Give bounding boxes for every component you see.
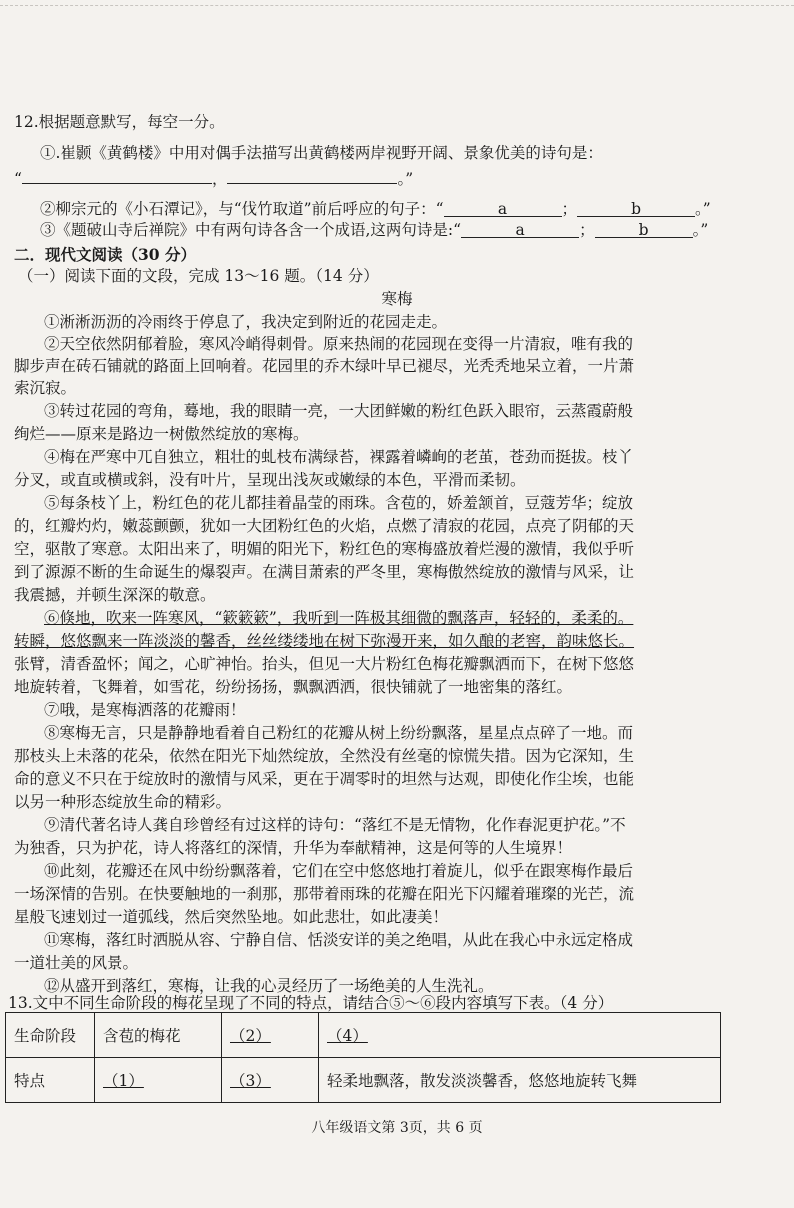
paragraph-line: ⑤每条枝丫上，粉红色的花儿都挂着晶莹的雨珠。含苞的，娇羞颔首，豆蔻芳华；绽放 xyxy=(44,494,634,512)
paragraph-line: ⑫从盛开到落红，寒梅，让我的心灵经历了一场绝美的人生洗礼。 xyxy=(44,977,494,995)
paragraph-line: ⑧寒梅无言，只是静静地看着自己粉红的花瓣从树上纷纷飘落，星星点点碎了一地。而 xyxy=(44,724,634,742)
q12-item1: ①.崔颢《黄鹤楼》中用对偶手法描写出黄鹤楼两岸视野开阔、景象优美的诗句是： xyxy=(40,144,603,162)
answer-blank[interactable] xyxy=(227,166,397,184)
answer-blank-a[interactable]: a xyxy=(461,220,579,238)
paragraph-line: 脚步声在砖石铺就的路面上回响着。花园里的乔木绿叶早已褪尽，光秃秃地呆立着，一片萧 xyxy=(14,357,635,375)
paragraph-line: ③转过花园的弯角，蓦地，我的眼睛一亮，一大团鲜嫩的粉红色跃入眼帘，云蒸霞蔚般 xyxy=(44,402,634,420)
table-cell-answer[interactable]: （2） xyxy=(222,1013,319,1058)
paragraph-line: 的，红瓣灼灼，嫩蕊颤颤，犹如一大团粉红色的火焰，点燃了清寂的花园，点亮了阴郁的天 xyxy=(14,517,635,535)
fold-line xyxy=(0,5,794,7)
paragraph-line: 地旋转着，飞舞着，如雪花，纷纷扬扬，飘飘洒洒，很快铺就了一地密集的落红。 xyxy=(14,678,573,696)
paragraph-line: 绚烂——原来是路边一树傲然绽放的寒梅。 xyxy=(14,425,309,443)
paragraph-line: 为独香，只为护花，诗人将落红的深情，升华为奉献精神，这是何等的人生境界！ xyxy=(14,839,573,857)
paragraph-line: 到了源源不断的生命诞生的爆裂声。在满目萧索的严冬里，寒梅傲然绽放的激情与风采，让 xyxy=(14,563,635,581)
table-cell-answer[interactable]: （1） xyxy=(95,1058,222,1103)
answer-blank-b[interactable]: b xyxy=(577,199,695,217)
paragraph-line: 以另一种形态绽放生命的精彩。 xyxy=(14,793,232,811)
answer-table xyxy=(5,1012,721,1103)
table-cell: 生命阶段 xyxy=(6,1013,95,1058)
underlined-sentence: ⑥倏地，吹来一阵寒风，“簌簌簌”，我听到一阵极其细微的飘落声，轻轻的，柔柔的。 xyxy=(44,609,634,627)
q12-item3: ③《题破山寺后禅院》中有两句诗各含一个成语,这两句诗是:“ a ； b 。” xyxy=(40,221,709,239)
q12-title: 12.根据题意默写，每空一分。 xyxy=(14,113,225,131)
section-heading: 二．现代文阅读（30 分） xyxy=(14,245,196,264)
essay-title: 寒梅 xyxy=(381,290,413,308)
table-cell-answer[interactable]: （3） xyxy=(222,1058,319,1103)
paragraph-line: ①淅淅沥沥的冷雨终于停息了，我决定到附近的花园走走。 xyxy=(44,313,448,331)
paragraph-line: ②天空依然阴郁着脸，寒风冷峭得刺骨。原来热闹的花园现在变得一片清寂，唯有我的 xyxy=(44,335,634,353)
paragraph-line: 那枝头上未落的花朵，依然在阳光下灿然绽放，全然没有丝毫的惊慌失措。因为它深知，生 xyxy=(14,747,635,765)
answer-blank-a[interactable]: a xyxy=(444,199,562,217)
q12-item1-answer-line: “ ， 。” xyxy=(14,166,780,189)
paragraph-line: 空，驱散了寒意。太阳出来了，明媚的阳光下，粉红色的寒梅盛放着烂漫的激情，我似乎听 xyxy=(14,540,635,558)
paragraph-line: ⑦哦，是寒梅洒落的花瓣雨！ xyxy=(44,701,246,719)
paragraph-line: 索沉寂。 xyxy=(14,379,77,397)
paragraph-line: 命的意义不只在于绽放时的激情与风采，更在于凋零时的坦然与达观，即使化作尘埃，也能 xyxy=(14,770,635,788)
paragraph-line: 一场深情的告别。在快要触地的一刹那，那带着雨珠的花瓣在阳光下闪耀着璀璨的光芒，流 xyxy=(14,885,635,903)
paragraph-line: 分叉，或直或横或斜，没有叶片，呈现出浅灰或嫩绿的本色，平滑而柔韧。 xyxy=(14,471,526,489)
page-footer: 八年级语文第 3页，共 6 页 xyxy=(311,1120,483,1136)
answer-blank-b[interactable]: b xyxy=(595,220,693,238)
paragraph-line: 一道壮美的风景。 xyxy=(14,954,139,972)
table-cell: 轻柔地飘落，散发淡淡馨香，悠悠地旋转飞舞 xyxy=(319,1058,721,1103)
paragraph-line: 我震撼，并顿生深深的敬意。 xyxy=(14,586,216,604)
table-cell: 含苞的梅花 xyxy=(95,1013,222,1058)
paragraph-line: ⑨清代著名诗人龚自珍曾经有过这样的诗句：“落红不是无情物，化作春泥更护花。”不 xyxy=(44,816,626,834)
underlined-sentence: 转瞬，悠悠飘来一阵淡淡的馨香，丝丝缕缕地在树下弥漫开来，如久酿的老窖，韵味悠长。 xyxy=(14,632,635,650)
answer-blank[interactable] xyxy=(22,166,212,184)
table-row xyxy=(6,1058,721,1103)
paragraph-line: 星般飞速划过一道弧线，然后突然坠地。如此悲壮，如此凄美！ xyxy=(14,908,449,926)
paragraph-line: ④梅在严寒中兀自独立，粗壮的虬枝布满绿苔，裸露着嶙峋的老茧，苍劲而挺拔。枝丫 xyxy=(44,448,634,466)
paragraph-line: ⑩此刻，花瓣还在风中纷纷飘落着，它们在空中悠悠地打着旋儿，似乎在跟寒梅作最后 xyxy=(44,862,634,880)
table-row xyxy=(6,1013,721,1058)
table-cell-answer[interactable]: （4） xyxy=(319,1013,721,1058)
q12-item2: ②柳宗元的《小石潭记》，与“伐竹取道”前后呼应的句子：“ a ； b 。” xyxy=(40,200,711,218)
paragraph-line: 张臂，清香盈怀；闻之，心旷神怡。抬头，但见一大片粉红色梅花瓣飘洒而下，在树下悠悠 xyxy=(14,655,635,673)
q13-prompt: 13.文中不同生命阶段的梅花呈现了不同的特点，请结合⑤～⑥段内容填写下表。（4 分） xyxy=(8,994,614,1012)
paragraph-line: ⑪寒梅，落红时洒脱从容、宁静自信、恬淡安详的美之绝唱，从此在我心中永远定格成 xyxy=(44,931,634,949)
table-cell: 特点 xyxy=(6,1058,95,1103)
section-sub: （一）阅读下面的文段，完成 13～16 题。（14 分） xyxy=(18,267,379,285)
